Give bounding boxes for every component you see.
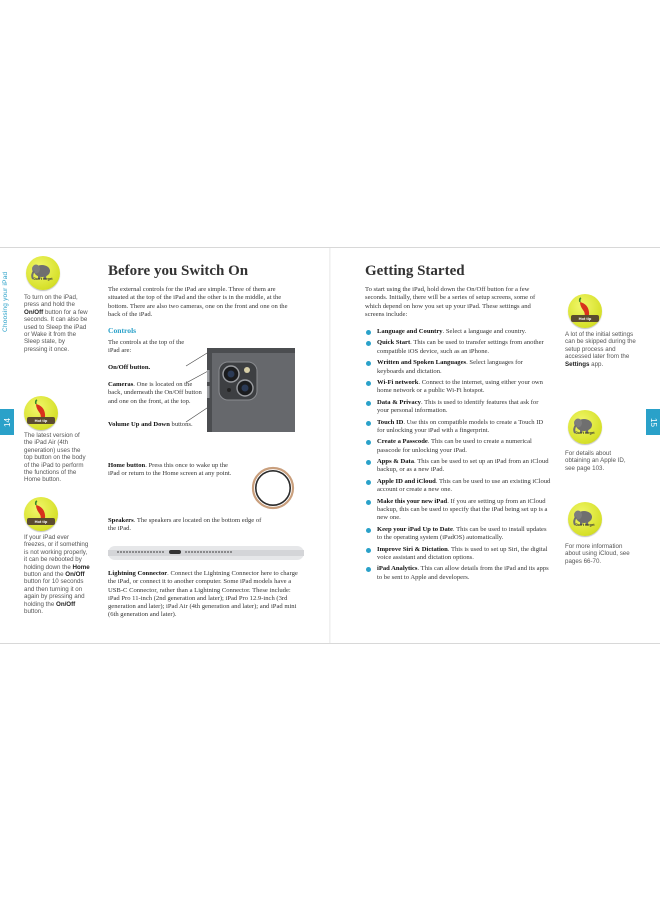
tip-text: button and the [24,571,66,579]
home-button-item [108,462,238,479]
speakers-text: . The speakers are located on the bottom edge of the iPad. [108,517,262,533]
list-item-label: Make this your new iPad [377,497,448,505]
chapter-side-label: Choosing your iPad [2,271,9,332]
cameras-text: . One is located on the back, underneath the On/Off button and one on the front, at the top. [108,381,202,405]
badge-ribbon: Hot tip [571,315,599,322]
list-item-label: Wi-Fi network [377,379,419,387]
list-item [365,458,551,475]
page-title-left: Before you Switch On [108,263,249,279]
tip-text: app. [589,360,604,368]
home-label: Home button [108,462,146,469]
list-item [365,359,551,376]
elephant-icon [568,502,602,536]
bullet-icon [366,567,371,572]
hot-tip-badge [24,497,58,531]
list-item-text: . This can allow details from the iPad and its apps to be sent to Apple and developers. [377,565,549,581]
list-item-text: . This can be used to use an existing iCloud account or create a new one. [377,477,551,494]
volume-text: buttons. [169,421,193,428]
badge-label: Don't forget [575,523,595,527]
list-item [365,526,551,543]
badge-ribbon: Hot tip [27,518,55,525]
tip-bold: On/Off [56,600,76,608]
list-item [365,438,551,455]
page-number-right-text: 15 [648,417,658,427]
page-number-left-text: 14 [2,417,12,427]
tip-text: If your iPad ever freezes, or if something is not working properly, it can be rebooted by holding down the [24,534,89,571]
list-item [365,339,551,356]
bullet-icon [366,421,371,426]
tip-bold: On/Off [24,308,44,316]
bullet-icon [366,341,371,346]
list-item [365,565,551,582]
page-bottom-edge [0,643,660,644]
chili-pepper-icon [24,396,58,430]
list-item [365,478,551,495]
elephant-icon [568,410,602,444]
list-item-text: . Select a language and country. [442,328,527,335]
elephant-icon [26,256,60,290]
ipad-camera-image [207,348,295,432]
tip-bold: Settings [565,360,590,368]
bullet-icon [366,361,371,366]
tip-apple-id: For details about obtaining an Apple ID, see page 103. [565,450,626,472]
ipad-bottom-edge-image [108,540,304,566]
bullet-icon [366,480,371,485]
list-item [365,399,551,416]
page-number-right [646,409,660,435]
controls-intro: The controls at the top of the iPad are: [108,339,185,355]
home-button-image [246,461,300,515]
tip-icloud: For more information about using iCloud, see pages 66-70. [565,543,630,565]
bullet-icon [366,548,371,553]
list-item [365,379,551,396]
list-item [365,546,551,563]
speakers-item [108,517,268,534]
list-item-text: . This is used to set up Siri, the digital voice assistant and dictation options. [377,545,548,561]
list-item-text: . Select languages for keyboards and dictation. [377,359,523,375]
chili-pepper-icon [568,294,602,328]
list-item [365,498,551,523]
badge-label: Don't forget [575,431,595,435]
volume-label: Volume Up and Down [108,421,170,428]
list-item-text: . This can be used to create a numerical passcode for unlocking your iPad. [377,438,532,454]
bullet-icon [366,401,371,406]
list-item-text: . This can be used to transfer settings from another compatible iOS device, such as an iPhone. [377,339,544,355]
list-item-label: Improve Siri & Dictation [377,545,448,553]
chili-pepper-icon [24,497,58,531]
hot-tip-badge [568,294,602,328]
list-item-label: Touch ID [377,418,404,426]
tip-turn-on [24,294,88,353]
list-item-label: Create a Passcode [377,438,428,446]
bullet-icon [366,460,371,465]
list-item-label: Apps & Data [377,458,415,466]
list-item-text: . If you are setting up from an iCloud backup, this can be used to specify that the iPad being set up is a new one. [377,497,548,522]
page-number-left [0,409,14,435]
tip-skip-settings [565,331,637,368]
page-title-right: Getting Started [365,263,465,279]
list-item-label: Quick Start [377,339,411,347]
lightning-item [108,570,298,620]
tip-bold: Home [72,563,90,571]
list-item [365,328,551,336]
hot-tip-badge [24,396,58,430]
list-item-label: iPad Analytics [377,565,418,573]
list-item-text: . This is used to identify features that ask for your personal information. [377,398,539,415]
intro-paragraph-left: The external controls for the iPad are simple. Three of them are situated at the top of the iPad and the other is in the middle, at the bottom. There are also two cameras, one on the front and one on the back of the iPad. [108,286,288,318]
controls-heading: Controls [108,326,137,335]
on-off-label: On/Off button. [108,364,151,371]
list-item-label: Language and Country [377,328,443,335]
setup-settings-list [365,328,551,585]
tip-text: button for a few seconds. It can also be used to Sleep the iPad or Wake it from the Sleep state, by pressing it once. [24,308,88,353]
tip-text: A lot of the initial settings can be skipped during the setup process and accessed later from the [565,331,636,361]
tip-bold: On/Off [65,571,85,579]
lightning-text: . Connect the Lightning Connector here to charge the iPad, or connect it to another computer. Some iPad models have a USB-C Connector, rather than a Lightning Connector. These include: iPad Pro 11-inch (2nd generation and later); iPad Pro 12.9-inch (3rd generation and later); iPad Air (4th generation and later); and iPad mini (6th generation and later). [108,570,298,619]
tip-reboot [24,534,90,615]
bullet-icon [366,500,371,505]
intro-paragraph-right: To start using the iPad, hold down the On/Off button for a few seconds. Initially, there will be a series of setup screens, some of which depend on how you set up your iPad. These settings and screens include: [365,286,536,318]
tip-text: To turn on the iPad, press and hold the [24,294,78,309]
list-item-text: . Use this on compatible models to create a Touch ID for unlocking your iPad with a fingerprint. [377,418,544,434]
list-item-label: Written and Spoken Languages [377,359,467,367]
list-item-text: . This can be used to set up an iPad from an iCloud backup, or as a new iPad. [377,458,549,474]
list-item [365,419,551,436]
tip-ipad-air: The latest version of the iPad Air (4th generation) uses the top button on the body of the iPad to perform the functions of the Home button. [24,432,86,484]
tip-text: button for 10 seconds and then turning it on again by pressing and holding the [24,578,85,608]
list-item-label: Data & Privacy [377,398,421,406]
dont-forget-badge [568,502,602,536]
bullet-icon [366,381,371,386]
camera-module-icon [207,348,295,432]
bullet-icon [366,330,371,335]
badge-ribbon: Hot tip [27,417,55,424]
ipad-bottom-edge-icon [108,540,304,566]
home-button-icon [246,461,300,515]
lightning-label: Lightning Connector [108,570,168,577]
home-text: . Press this once to wake up the iPad or return to the Home screen at any point. [108,462,232,478]
badge-label: Don't forget [33,277,53,281]
dont-forget-badge [568,410,602,444]
bullet-icon [366,440,371,445]
bullet-icon [366,528,371,533]
list-item-label: Keep your iPad Up to Date [377,525,453,533]
speakers-label: Speakers [108,517,134,524]
dont-forget-badge [26,256,60,290]
book-gutter [329,248,331,643]
cameras-label: Cameras [108,381,134,388]
list-item-label: Apple ID and iCloud [377,477,436,485]
list-item-text: . Connect to the internet, using either your own home network or a public Wi-Fi hotspot. [377,379,543,395]
tip-text: button. [24,608,43,616]
list-item-text: . This can be used to install updates to the operating system (iPadOS) automatically. [377,525,547,542]
